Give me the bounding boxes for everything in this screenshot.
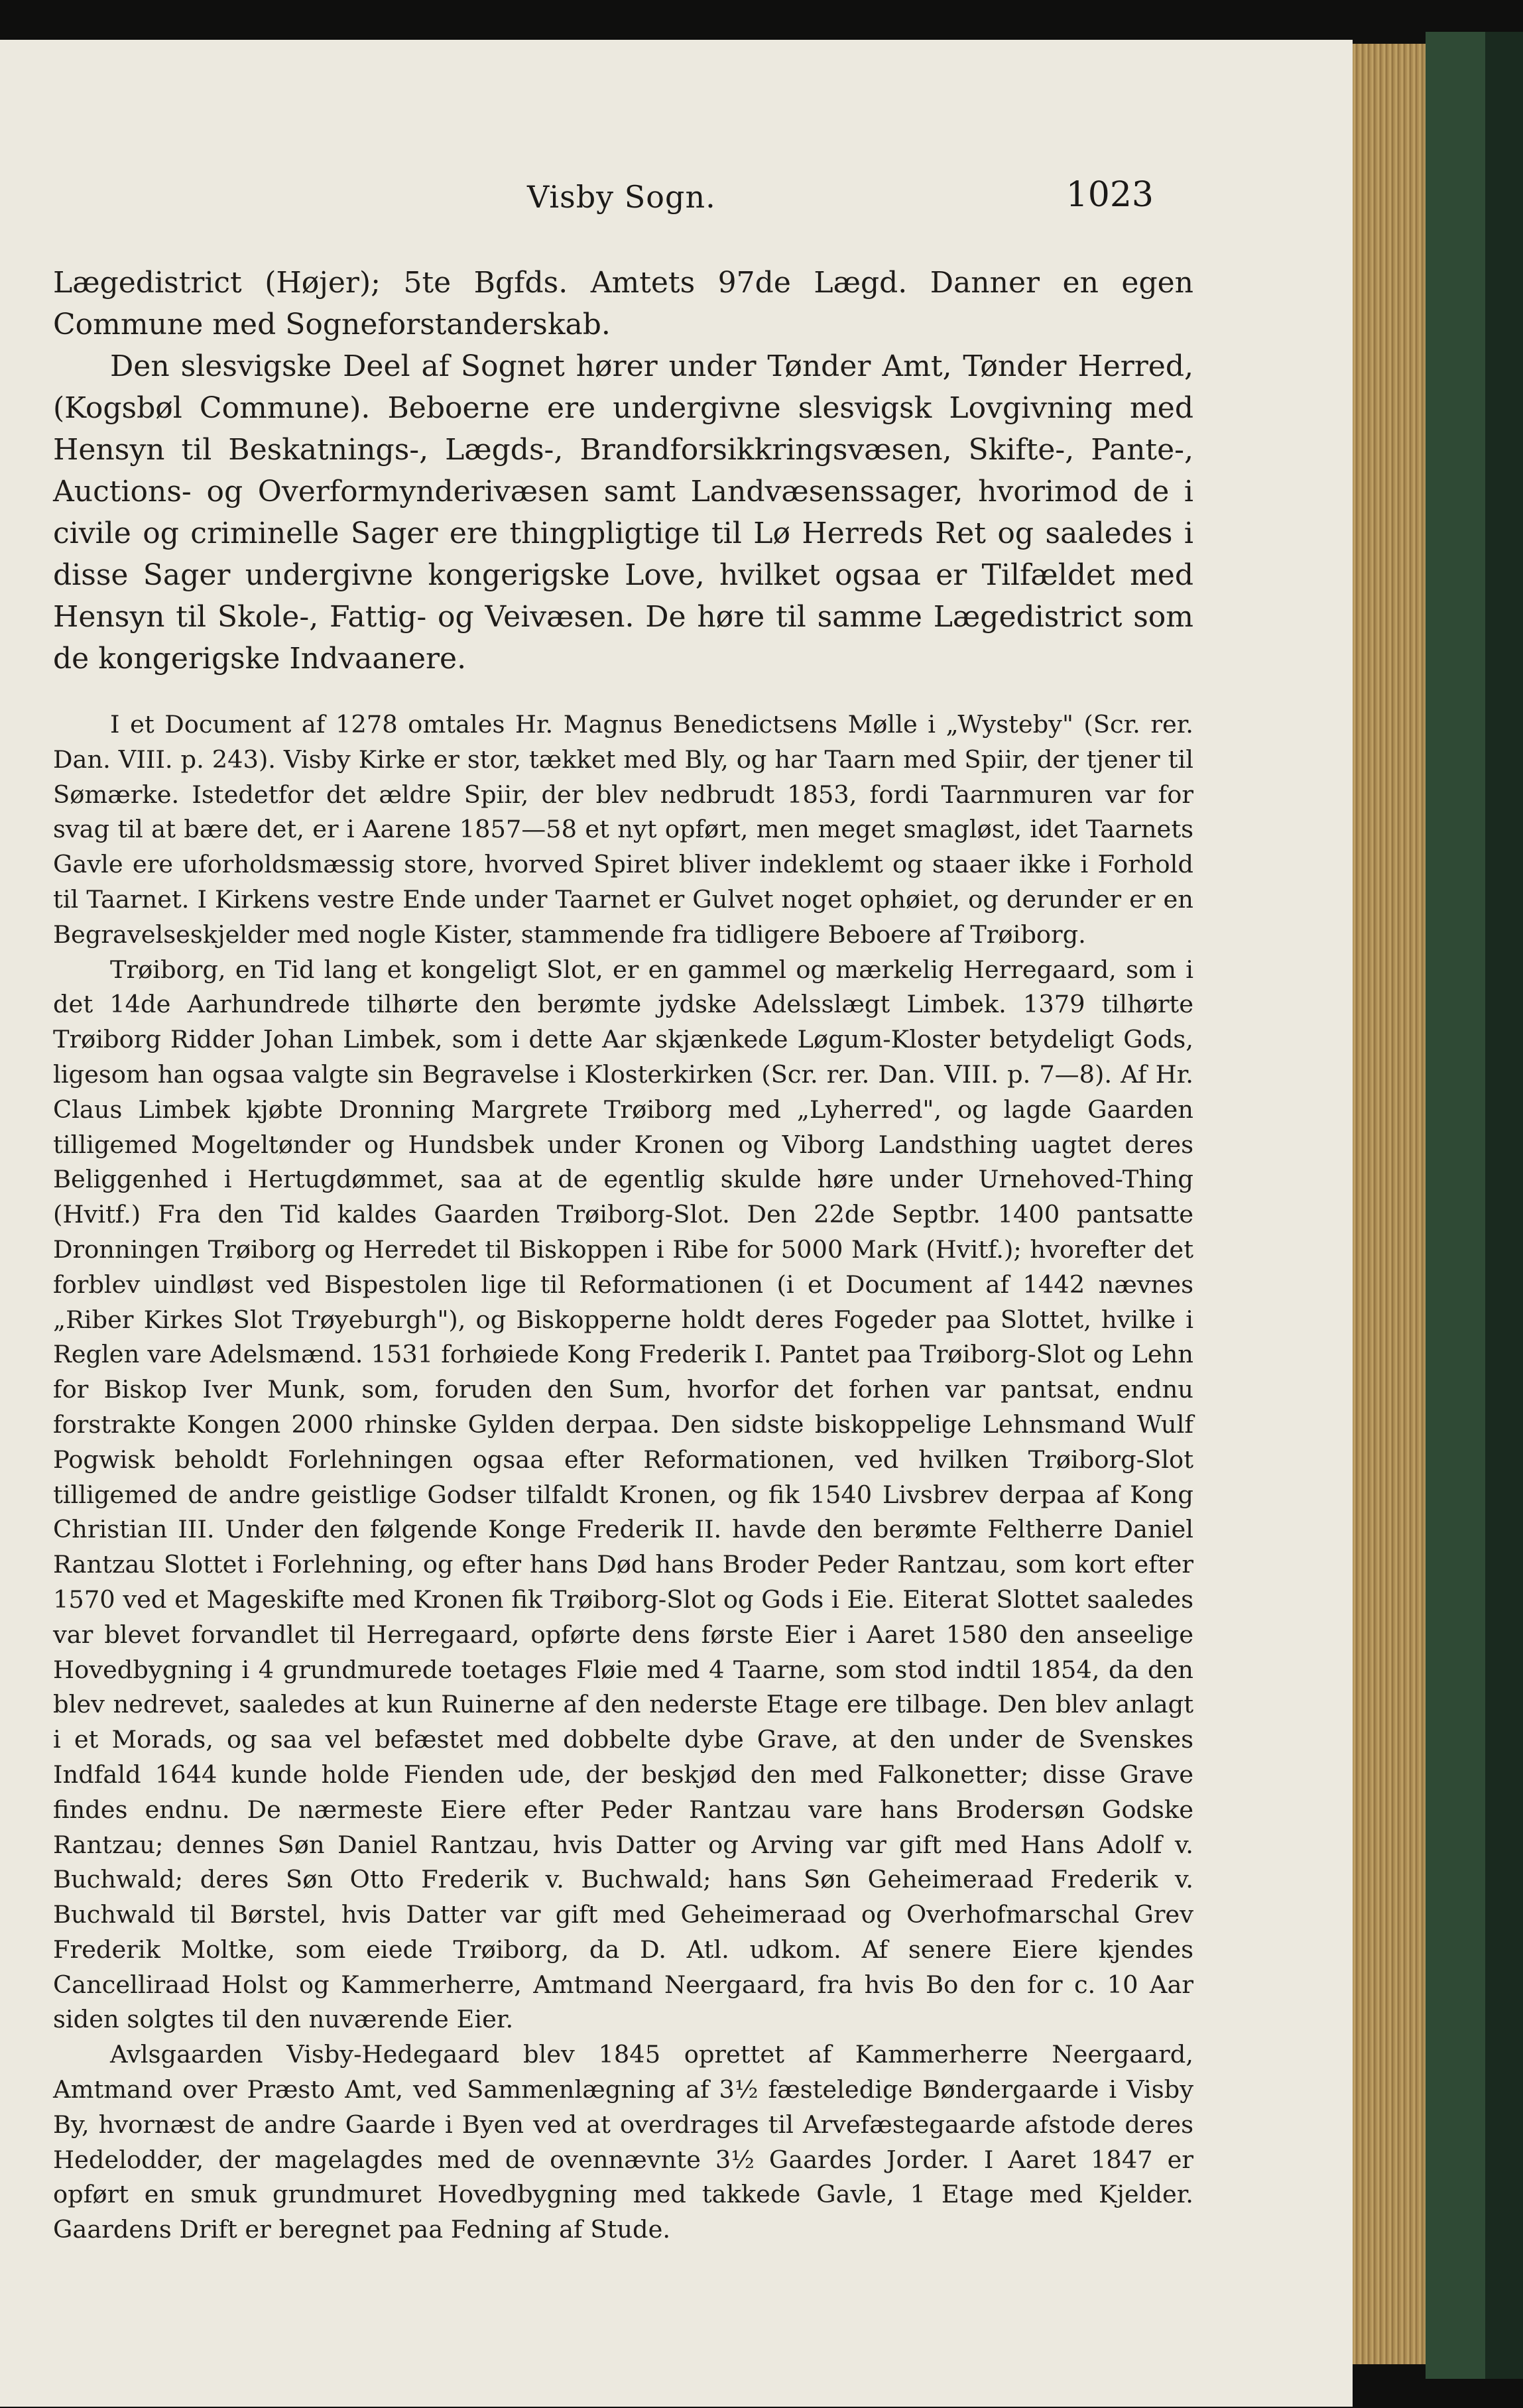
paragraph: Lægedistrict (Højer); 5te Bgfds. Amtets 97de Lægd. Danner en egen Commune med Sogneforstanderskab. — [53, 266, 1193, 341]
small-text-section — [53, 707, 1193, 2248]
book-cover-shadow — [1485, 32, 1523, 2379]
page-number: 1023 — [1066, 175, 1154, 215]
running-title: Visby Sogn. — [527, 179, 716, 215]
paragraph: I et Document af 1278 omtales Hr. Magnus Benedictsens Mølle i „Wysteby" (Scr. rer. Dan. VIII. p. 243). Visby Kirke er stor, tækket med Bly, og har Taarn med Spiir, der tjener til Sømærke. Istedetfor det ældre Spiir, der blev nedbrudt 1853, fordi Taarnmuren var for svag til at bære det, er i Aarene 1857—58 et nyt opført, men meget smagløst, idet Taarnets Gavle ere uforholdsmæssig store, hvorved Spiret bliver indeklemt og staaer ikke i Forhold til Taarnet. I Kirkens vestre Ende under Taarnet er Gulvet noget ophøiet, og derunder er en Begravelseskjelder med nogle Kister, stammende fra tidligere Beboere af Trøiborg. — [53, 710, 1193, 949]
paragraph: Den slesvigske Deel af Sognet hører under Tønder Amt, Tønder Herred, (Kogsbøl Commune). Beboerne ere undergivne slesvigsk Lovgivning med Hensyn til Beskatnings-, Lægds-, Brandforsikkringsvæsen, Skifte-, Pante-, Auctions- og Overformynderivæsen samt Landvæsenssager, hvorimod de i civile og criminelle Sager ere thingpligtige til Lø Herreds Ret og saaledes i disse Sager undergivne kongerigske Love, hvilket ogsaa er Tilfældet med Hensyn til Skole-, Fattig- og Veivæsen. De høre til samme Lægedistrict som de kongerigske Indvaanere. — [53, 349, 1193, 676]
paragraph: Avlsgaarden Visby-Hedegaard blev 1845 oprettet af Kammerherre Neergaard, Amtmand over Præsto Amt, ved Sammenlægning af 3½ fæsteledige Bøndergaarde i Visby By, hvornæst de andre Gaarde i Byen ved at overdrages til Arvefæstegaarde afstode deres Hedelodder, der magelagdes med de ovennævnte 3½ Gaardes Jorder. I Aaret 1847 er opført en smuk grundmuret Hovedbygning med takkede Gavle, 1 Etage med Kjelder. Gaardens Drift er beregnet paa Fedning af Stude. — [53, 2040, 1193, 2244]
page-edges — [1353, 44, 1426, 2364]
paragraph: Trøiborg, en Tid lang et kongeligt Slot, er en gammel og mærkelig Herregaard, som i det 14de Aarhundrede tilhørte den berømte jydske Adelsslægt Limbek. 1379 tilhørte Trøiborg Ridder Johan Limbek, som i dette Aar skjænkede Løgum-Kloster betydeligt Gods, ligesom han ogsaa valgte sin Begravelse i Klosterkirken (Scr. rer. Dan. VIII. p. 7—8). Af Hr. Claus Limbek kjøbte Dronning Margrete Trøiborg med „Lyherred", og lagde Gaarden tilligemed Mogeltønder og Hundsbek under Kronen og Viborg Landsthing uagtet deres Beliggenhed i Hertugdømmet, saa at de egentlig skulde høre under Urnehoved-Thing (Hvitf.) Fra den Tid kaldes Gaarden Trøiborg-Slot. Den 22de Septbr. 1400 pantsatte Dronningen Trøiborg og Herredet til Biskoppen i Ribe for 5000 Mark (Hvitf.); hvorefter det forblev uindløst ved Bispestolen lige til Reformationen (i et Document af 1442 nævnes „Riber Kirkes Slot Trøyeburgh"), og Biskopperne holdt deres Fogeder paa Slottet, hvilke i Reglen vare Adelsmænd. 1531 forhøiede Kong Frederik I. Pantet paa Trøiborg-Slot og Lehn for Biskop Iver Munk, som, foruden den Sum, hvorfor det forhen var pantsat, endnu forstrakte Kongen 2000 rhinske Gylden derpaa. Den sidste biskoppelige Lehnsmand Wulf Pogwisk beholdt Forlehningen ogsaa efter Reformationen, ved hvilken Trøiborg-Slot tilligemed de andre geistlige Godser tilfaldt Kronen, og fik 1540 Livsbrev derpaa af Kong Christian III. Under den følgende Konge Frederik II. havde den berømte Feltherre Daniel Rantzau Slottet i Forlehning, og efter hans Død hans Broder Peder Rantzau, som kort efter 1570 ved et Mageskifte med Kronen fik Trøiborg-Slot og Gods i Eie. Eiterat Slottet saaledes var blevet forvandlet til Herregaard, opførte dens første Eier i Aaret 1580 den anseelige Hovedbygning i 4 grundmurede toetages Fløie med 4 Taarne, som stod indtil 1854, da den blev nedrevet, saaledes at kun Ruinerne af den nederste Etage ere tilbage. Den blev anlagt i et Morads, og saa vel befæstet med dobbelte dybe Grave, at den under de Svenskes Indfald 1644 kunde holde Fienden ude, der beskjød den med Falkonetter; disse Grave findes endnu. De nærmeste Eiere efter Peder Rantzau vare hans Brodersøn Godske Rantzau; dennes Søn Daniel Rantzau, hvis Datter og Arving var gift med Hans Adolf v. Buchwald; deres Søn Otto Frederik v. Buchwald; hans Søn Geheimeraad Frederik v. Buchwald til Børstel, hvis Datter var gift med Geheimeraad og Overhofmarschal Grev Frederik Moltke, som eiede Trøiborg, da D. Atl. udkom. Af senere Eiere kjendes Cancelliraad Holst og Kammerherre, Amtmand Neergaard, fra hvis Bo den for c. 10 Aar siden solgtes til den nuværende Eier. — [53, 955, 1193, 2034]
main-text-section — [53, 262, 1193, 680]
book-cover — [1426, 32, 1485, 2379]
page-body — [53, 262, 1193, 2248]
page-header — [119, 175, 1154, 225]
